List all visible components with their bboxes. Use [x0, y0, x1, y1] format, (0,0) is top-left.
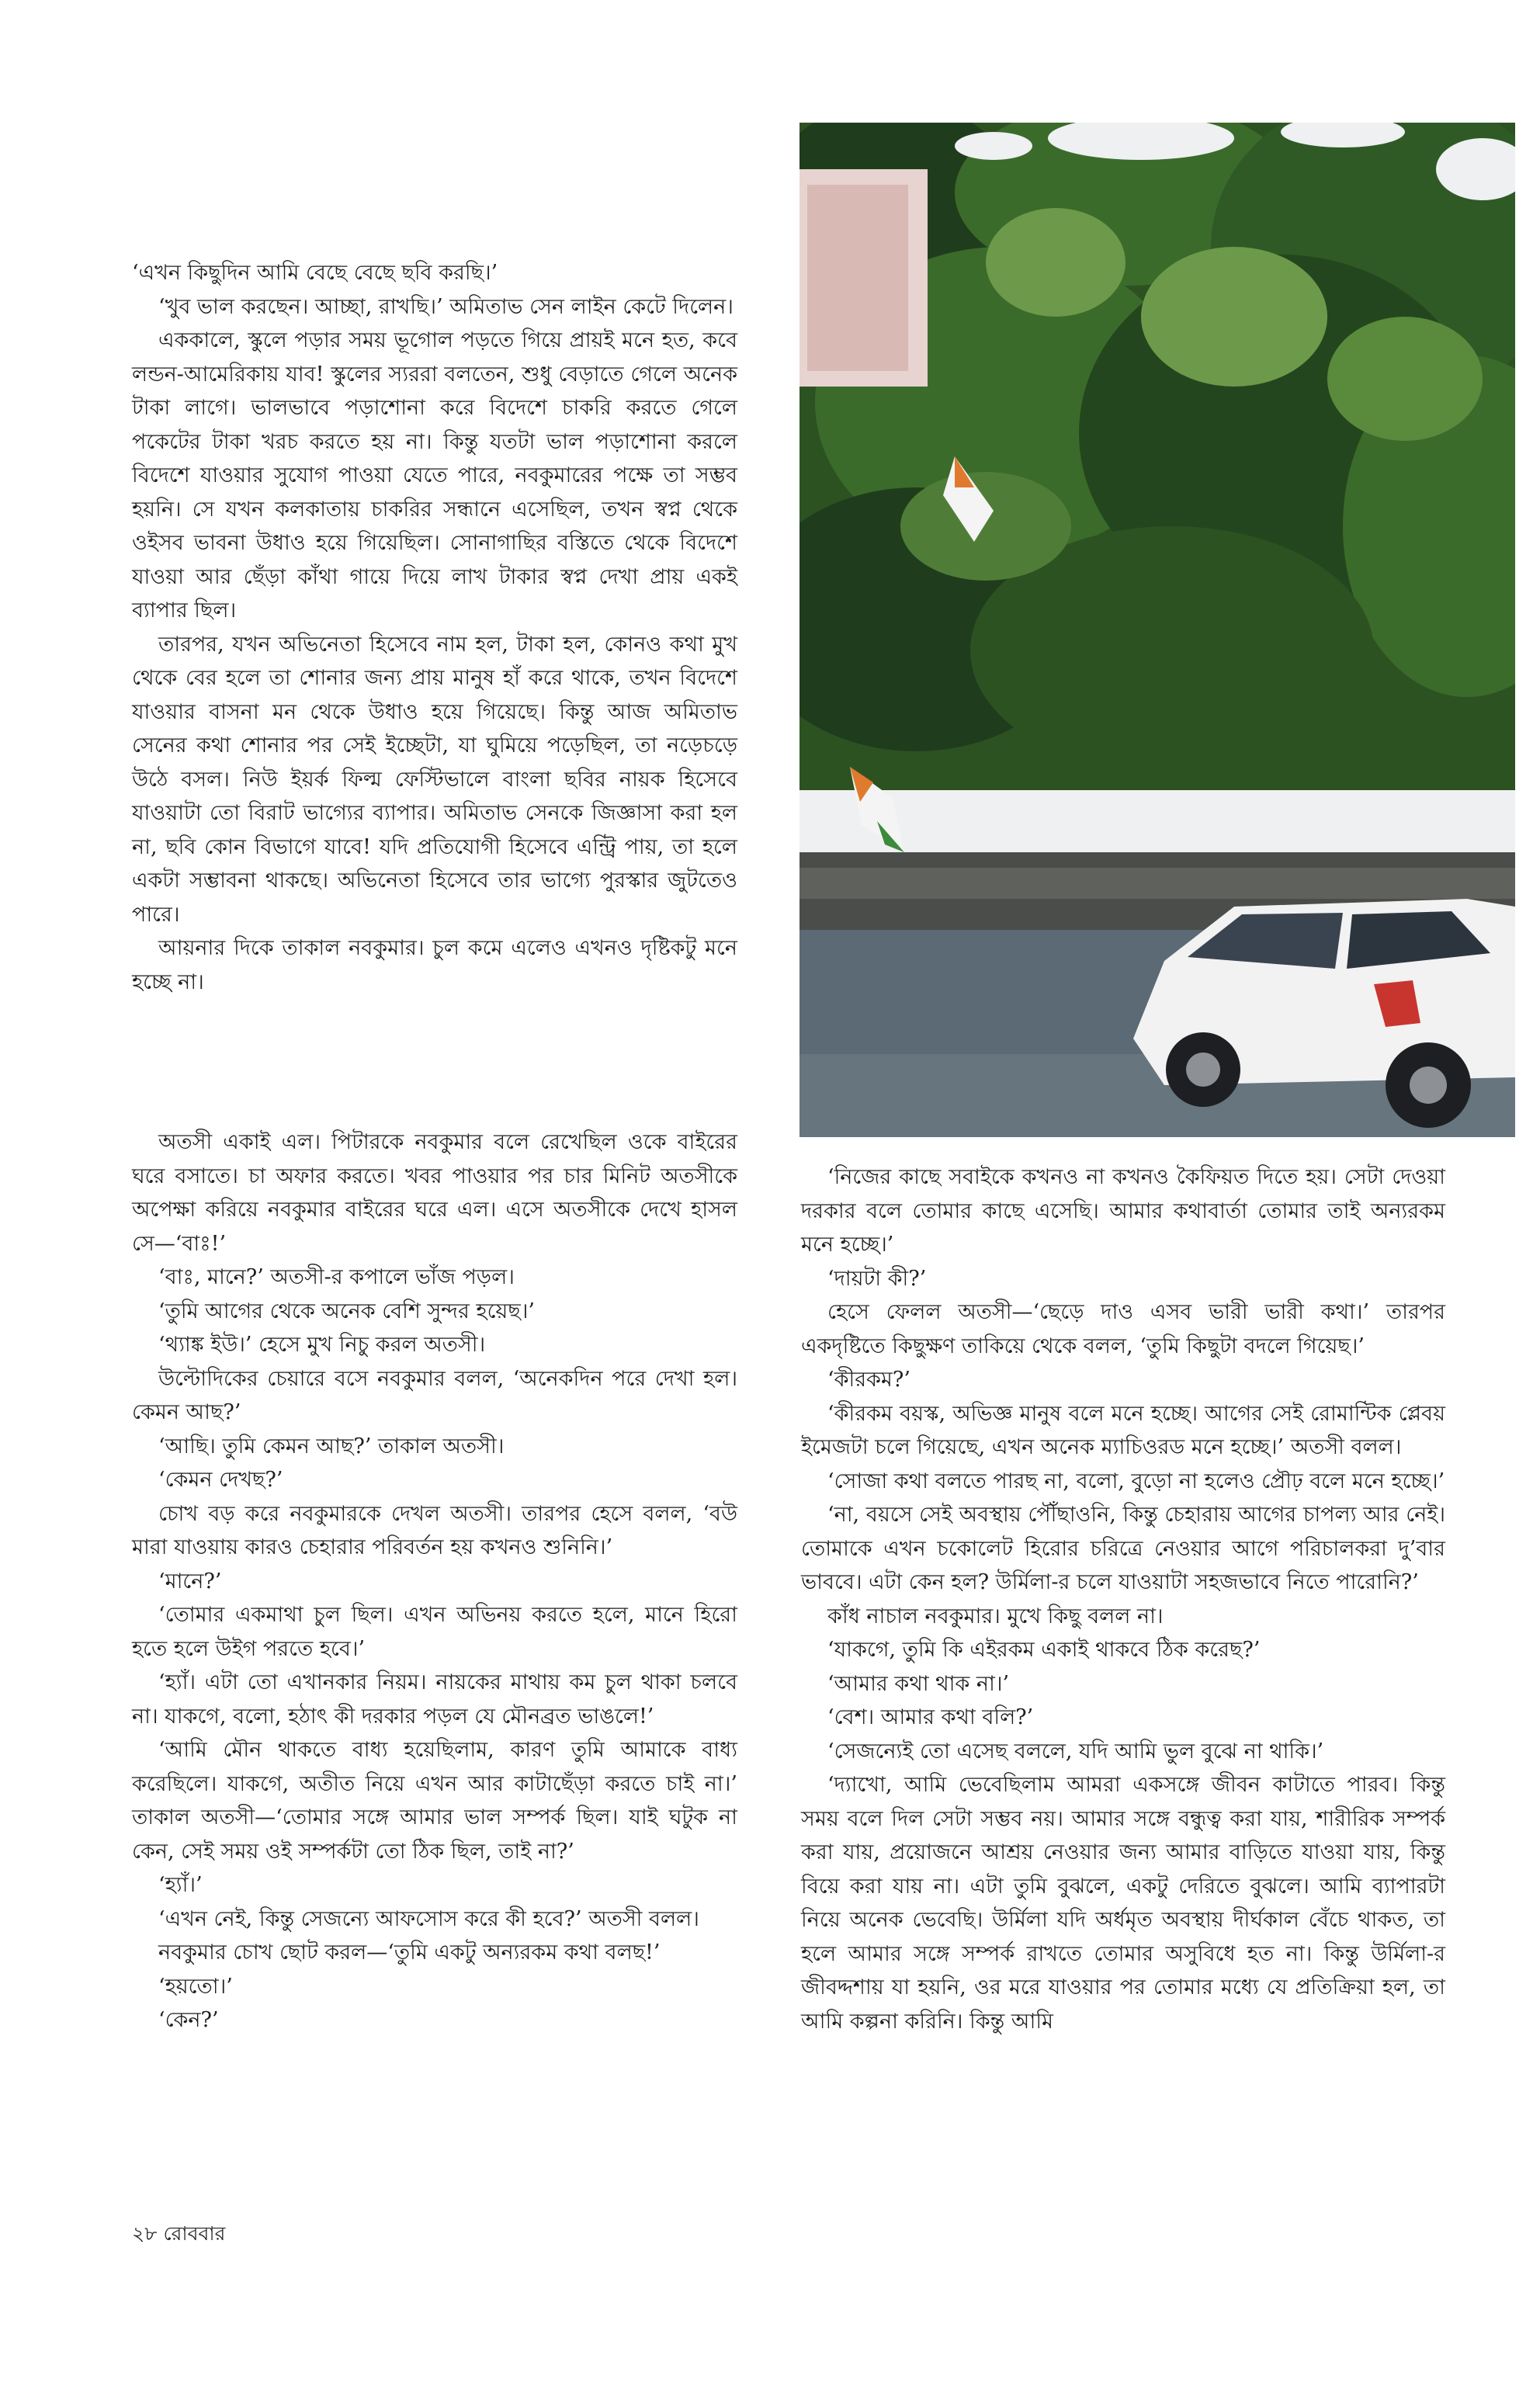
paragraph: ‘নিজের কাছে সবাইকে কখনও না কখনও কৈফিয়ত দিতে হয়। সেটা দেওয়া দরকার বলে তোমার কাছে এসেছি। আমার কথাবার্তা তোমার তাই অন্যরকম মনে হচ্ছে।’ — [801, 1165, 1445, 1257]
paragraph: ‘সোজা কথা বলতে পারছ না, বলো, বুড়ো না হলেও প্রৌঢ় বলে মনে হচ্ছে।’ — [827, 1469, 1445, 1493]
paragraph: ‘থ্যাঙ্ক ইউ।’ হেসে মুখ নিচু করল অতসী। — [158, 1333, 486, 1357]
left-column-top — [132, 256, 737, 999]
paragraph: এককালে, স্কুলে পড়ার সময় ভূগোল পড়তে গিয়ে প্রায়ই মনে হত, কবে লন্ডন-আমেরিকায় যাব! স্কুলের স্যররা বলতেন, শুধু বেড়াতে গেলে অনেক টাকা লাগে। ভালভাবে পড়াশোনা করে বিদেশে চাকরি করতে গেলে পকেটের টাকা খরচ করতে হয় না। কিন্তু যতটা ভাল পড়াশোনা করলে বিদেশে যাওয়ার সুযোগ পাওয়া যেতে পারে, নবকুমারের পক্ষে তা সম্ভব হয়নি। সে যখন কলকাতায় চাকরির সন্ধানে এসেছিল, তখন স্বপ্ন থেকে ওইসব ভাবনা উধাও হয়ে গিয়েছিল। সোনাগাছির বস্তিতে থেকে বিদেশে যাওয়া আর ছেঁড়া কাঁথা গায়ে দিয়ে লাখ টাকার স্বপ্ন দেখা প্রায় একই ব্যাপার ছিল। — [132, 328, 737, 623]
paragraph: ‘দায়টা কী?’ — [827, 1266, 927, 1291]
left-column-bottom — [132, 1125, 737, 2038]
paragraph: ‘দ্যাখো, আমি ভেবেছিলাম আমরা একসঙ্গে জীবন কাটাতে পারব। কিন্তু সময় বলে দিল সেটা সম্ভব নয়। আমার সঙ্গে বন্ধুত্ব করা যায়, শারীরিক সম্পর্ক করা যায়, প্রয়োজনে আশ্রয় নেওয়ার জন্য আমার বাড়িতে যাওয়া যায়, কিন্তু বিয়ে করা যায় না। এটা তুমি বুঝলে, একটু দেরিতে বুঝলে। আমি ব্যাপারটা নিয়ে অনেক ভেবেছি। উর্মিলা যদি অর্ধমৃত অবস্থায় দীর্ঘকাল বেঁচে থাকত, তা হলে আমার সঙ্গে সম্পর্ক রাখতে তোমার অসুবিধে হত না। কিন্তু উর্মিলা-র জীবদ্দশায় যা হয়নি, ওর মরে যাওয়ার পর তোমার মধ্যে যে প্রতিক্রিয়া হল, তা আমি কল্পনা করিনি। কিন্তু আমি — [801, 1773, 1445, 2034]
paragraph: হেসে ফেলল অতসী—‘ছেড়ে দাও এসব ভারী ভারী কথা।’ তারপর একদৃষ্টিতে কিছুক্ষণ তাকিয়ে থেকে বলল, ‘তুমি কিছুটা বদলে গিয়েছ।’ — [801, 1300, 1445, 1358]
paragraph: ‘কেন?’ — [158, 2008, 219, 2032]
magazine-name: রোববার — [163, 2222, 226, 2245]
paragraph: ‘হয়তো।’ — [158, 1974, 233, 1999]
paragraph: কাঁধ নাচাল নবকুমার। মুখে কিছু বলল না। — [827, 1604, 1164, 1628]
street-photo — [799, 123, 1515, 1137]
paragraph: উল্টোদিকের চেয়ারে বসে নবকুমার বলল, ‘অনেকদিন পরে দেখা হল। কেমন আছ?’ — [132, 1366, 737, 1424]
paragraph: ‘কেমন দেখছ?’ — [158, 1468, 283, 1492]
paragraph: ‘সেজন্যেই তো এসেছ বললে, যদি আমি ভুল বুঝে না থাকি।’ — [827, 1739, 1324, 1764]
paragraph: অতসী একাই এল। পিটারকে নবকুমার বলে রেখেছিল ওকে বাইরের ঘরে বসাতে। চা অফার করতে। খবর পাওয়ার পর চার মিনিট অতসীকে অপেক্ষা করিয়ে নবকুমার বাইরের ঘরে এল। এসে অতসীকে দেখে হাসল সে—‘বাঃ!’ — [132, 1130, 737, 1256]
paragraph: তারপর, যখন অভিনেতা হিসেবে নাম হল, টাকা হল, কোনও কথা মুখ থেকে বের হলে তা শোনার জন্য প্রায় মানুষ হাঁ করে থাকে, তখন বিদেশে যাওয়ার বাসনা মন থেকে উধাও হয়ে গিয়েছে। কিন্তু আজ অমিতাভ সেনের কথা শোনার পর সেই ইচ্ছেটা, যা ঘুমিয়ে পড়েছিল, তা নড়েচড়ে উঠে বসল। নিউ ইয়র্ক ফিল্ম ফেস্টিভালে বাংলা ছবির নায়ক হিসেবে যাওয়াটা তো বিরাট ভাগ্যের ব্যাপার। অমিতাভ সেনকে জিজ্ঞাসা করা হল না, ছবি কোন বিভাগে যাবে! যদি প্রতিযোগী হিসেবে এন্ট্রি পায়, তা হলে একটা সম্ভাবনা থাকছে। অভিনেতা হিসেবে তার ভাগ্যে পুরস্কার জুটতেও পারে। — [132, 632, 737, 927]
paragraph: আয়নার দিকে তাকাল নবকুমার। চুল কমে এলেও এখনও দৃষ্টিকটু মনে হচ্ছে না। — [132, 936, 737, 994]
paragraph: ‘হ্যাঁ। এটা তো এখানকার নিয়ম। নায়কের মাথায় কম চুল থাকা চলবে না। যাকগে, বলো, হঠাৎ কী দরকার পড়ল যে মৌনব্রত ভাঙলে!’ — [132, 1670, 737, 1729]
paragraph: ‘বেশ। আমার কথা বলি?’ — [827, 1705, 1034, 1729]
paragraph: ‘আমার কথা থাক না।’ — [827, 1671, 1010, 1696]
paragraph: ‘কীরকম?’ — [827, 1368, 910, 1392]
paragraph: ‘যাকগে, তুমি কি এইরকম একাই থাকবে ঠিক করেছ?’ — [827, 1638, 1261, 1662]
paragraph: ‘মানে?’ — [158, 1569, 222, 1594]
paragraph: ‘এখন কিছুদিন আমি বেছে বেছে ছবি করছি।’ — [132, 261, 498, 285]
paragraph: ‘কীরকম বয়স্ক, অভিজ্ঞ মানুষ বলে মনে হচ্ছে। আগের সেই রোমান্টিক প্লেবয় ইমেজটা চলে গিয়েছে, এখন অনেক ম্যাচিওরড মনে হচ্ছে।’ অতসী বলল। — [801, 1401, 1445, 1459]
paragraph: চোখ বড় করে নবকুমারকে দেখল অতসী। তারপর হেসে বলল, ‘বউ মারা যাওয়ায় কারও চেহারার পরিবর্তন হয় কখনও শুনিনি।’ — [132, 1501, 737, 1559]
paragraph: ‘আমি মৌন থাকতে বাধ্য হয়েছিলাম, কারণ তুমি আমাকে বাধ্য করেছিলে। যাকগে, অতীত নিয়ে এখন আর কাটাছেঁড়া করতে চাই না।’ তাকাল অতসী—‘তোমার সঙ্গে আমার ভাল সম্পর্ক ছিল। যাই ঘটুক না কেন, সেই সময় ওই সম্পর্কটা তো ঠিক ছিল, তাই না?’ — [132, 1738, 737, 1864]
paragraph: ‘এখন নেই, কিন্তু সেজন্যে আফসোস করে কী হবে?’ অতসী বলল। — [158, 1906, 699, 1931]
page-number: ২৮ — [132, 2222, 158, 2245]
right-column-bottom — [801, 1160, 1445, 2038]
paragraph: ‘খুব ভাল করছেন। আচ্ছা, রাখছি।’ অমিতাভ সেন লাইন কেটে দিলেন। — [158, 294, 734, 319]
paragraph: ‘না, বয়সে সেই অবস্থায় পৌঁছাওনি, কিন্তু চেহারায় আগের চাপল্য আর নেই। তোমাকে এখন চকোলেট হিরোর চরিত্রে নেওয়ার আগে পরিচালকরা দু’বার ভাববে। এটা কেন হল? উর্মিলা-র চলে যাওয়াটা সহজভাবে নিতে পারোনি?’ — [801, 1503, 1445, 1594]
paragraph: ‘আছি। তুমি কেমন আছ?’ তাকাল অতসী। — [158, 1434, 505, 1458]
page-footer — [132, 2218, 225, 2252]
paragraph: নবকুমার চোখ ছোট করল—‘তুমি একটু অন্যরকম কথা বলছ!’ — [158, 1940, 661, 1965]
paragraph: ‘তোমার একমাথা চুল ছিল। এখন অভিনয় করতে হলে, মানে হিরো হতে হলে উইগ পরতে হবে।’ — [132, 1603, 737, 1661]
paragraph: ‘তুমি আগের থেকে অনেক বেশি সুন্দর হয়েছ।’ — [158, 1299, 535, 1323]
paragraph: ‘হ্যাঁ।’ — [158, 1873, 203, 1897]
paragraph: ‘বাঃ, মানে?’ অতসী-র কপালে ভাঁজ পড়ল। — [158, 1265, 515, 1289]
